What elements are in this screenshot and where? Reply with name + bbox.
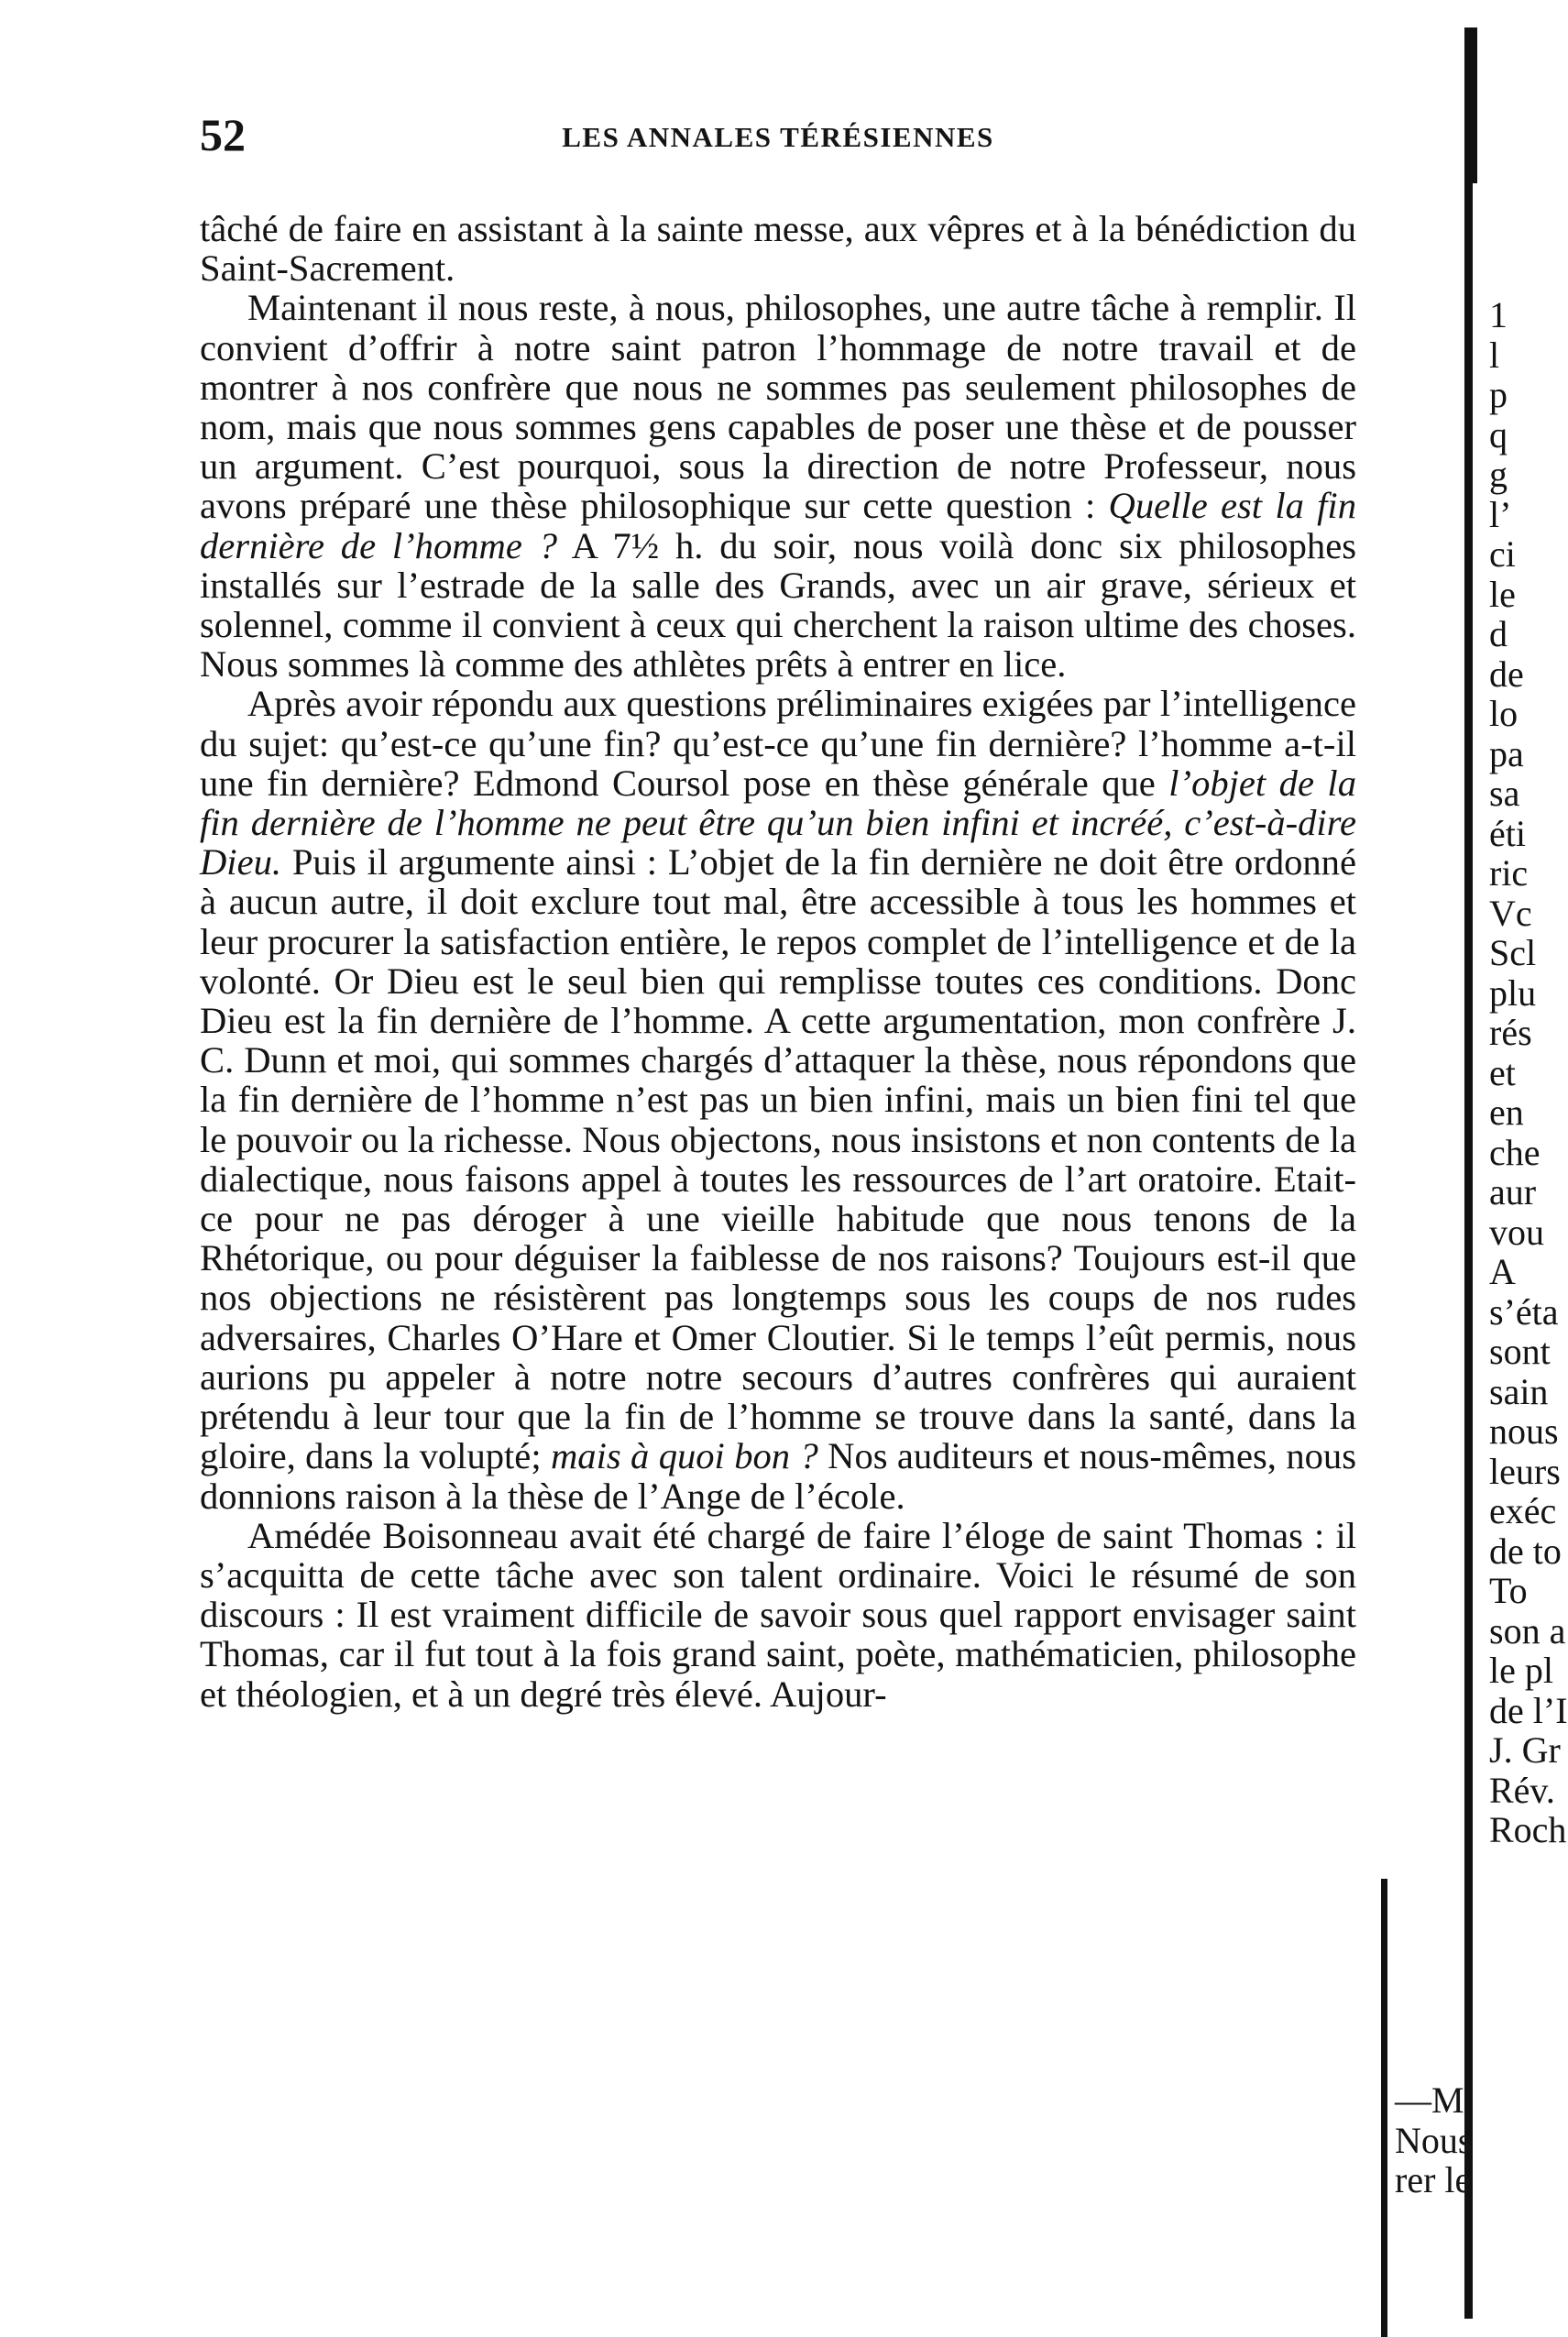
thesis-question: Quelle est la fin dernière de l’homme ?: [200, 485, 1356, 566]
page-number: 52: [200, 109, 246, 160]
facing-page-line: To: [1489, 1570, 1528, 1611]
facing-page-bottom-line: Nous: [1395, 2119, 1473, 2161]
facing-page-line: de: [1489, 653, 1524, 695]
facing-page-line: p: [1489, 374, 1508, 415]
facing-page-line: leurs: [1489, 1450, 1561, 1492]
gutter-rule-bottom: [1381, 1879, 1387, 2337]
facing-page-line: l: [1489, 334, 1500, 376]
facing-page-line: ci: [1489, 533, 1516, 575]
facing-page-line: sa: [1489, 773, 1520, 814]
paragraph-1: tâché de faire en assistant à la sainte messe, aux vêpres et à la bénédiction du Saint-Sacrement.: [200, 208, 1356, 290]
paragraph-4: Amédée Boisonneau avait été chargé de faire l’éloge de saint Thomas : il s’acquitta de cette tâche avec son talent ordinaire. Voici le résumé de son discours : Il est vraiment difficile de savoir sous quel rapport envisager saint Thomas, car il fut tout à la fois grand saint, poète, mathématicien, philosophe et théologien, et à un degré très élevé. Aujour-: [200, 1514, 1356, 1715]
facing-page-line: le pl: [1489, 1650, 1553, 1691]
facing-page-line: aur: [1489, 1171, 1537, 1212]
facing-page-line: lo: [1489, 693, 1519, 734]
facing-page-line: pa: [1489, 732, 1524, 774]
facing-page-line: Roch: [1489, 1809, 1567, 1850]
facing-page-line: g: [1489, 454, 1508, 495]
facing-page-line: Vc: [1489, 892, 1532, 934]
facing-page-line: de to: [1489, 1530, 1562, 1572]
facing-page-cropped-column: [1489, 294, 1568, 1850]
facing-page-line: J. Gr: [1489, 1729, 1561, 1771]
facing-page-line: de l’I: [1489, 1689, 1568, 1731]
paragraph-2-rest: A 7½ h. du soir, nous voilà donc six philosophes installés sur l’estrade de la salle des Grands, avec un air grave, sérieux et solennel, comme il convient à ceux qui cherchent la raison ultime des choses. Nous sommes là comme des athlètes prêts à entrer en lice.: [200, 524, 1356, 686]
facing-page-cropped-bottom: [1395, 2080, 1552, 2200]
paragraph-3-text-c: Nos auditeurs et nous-mêmes, nous donnions raison à la thèse de l’Ange de l’école.: [200, 1435, 1356, 1517]
running-title: LES ANNALES TÉRÉSIENNES: [562, 121, 994, 153]
facing-page-line: en: [1489, 1092, 1524, 1133]
facing-page-line: d: [1489, 613, 1508, 654]
main-text-column: [200, 209, 1356, 1714]
gutter-rule-top: [1464, 27, 1477, 183]
facing-page-line: s’éta: [1489, 1290, 1559, 1333]
paragraph-3-text-a: Après avoir répondu aux questions préliminaires exigées par l’intelligence du sujet: qu’est-ce qu’une fin? qu’est-ce qu’une fin dernière? l’homme a-t-il une fin dernière? Edmond Coursol pose en thèse générale que: [200, 683, 1356, 804]
facing-page-line: 1: [1489, 294, 1508, 335]
facing-page-line: che: [1489, 1131, 1541, 1173]
facing-page-line: Scl: [1489, 932, 1537, 973]
paragraph-3: [200, 684, 1356, 1515]
thesis-statement: l’objet de la fin dernière de l’homme ne peut être qu’un bien infini et incréé, c’est-à-dire Dieu.: [200, 762, 1356, 883]
facing-page-line: exéc: [1489, 1490, 1557, 1531]
facing-page-line: sain: [1489, 1370, 1549, 1412]
rhetorical-question: mais à quoi bon ?: [550, 1435, 818, 1477]
facing-page-line: plu: [1489, 971, 1537, 1014]
facing-page-line: Rév.: [1489, 1769, 1555, 1811]
facing-page-line: son a: [1489, 1609, 1566, 1651]
facing-page-line: A: [1489, 1251, 1516, 1292]
gutter-rule: [1464, 27, 1473, 2319]
facing-page-line: vou: [1489, 1211, 1544, 1253]
paragraph-3-text-b: Puis il argumente ainsi : L’objet de la fin dernière ne doit être ordonné à aucun autre, il doit exclure tout mal, être accessible à tous les hommes et leur procurer la satisfaction entière, le repos complet de l’intelligence et de la volonté. Or Dieu est le seul bien qui remplisse toutes ces conditions. Donc Dieu est la fin dernière de l’homme. A cette argumentation, mon confrère J. C. Dunn et moi, qui sommes chargés d’attaquer la thèse, nous répondons que la fin dernière de l’homme n’est pas un bien infini, mais un bien fini tel que le pouvoir ou la richesse. Nous objectons, nous insistons et non contents de la dialectique, nous faisons appel à toutes les ressources de l’art oratoire. Etait-ce pour ne pas déroger à une vieille habitude que nous tenons de la Rhétorique, ou pour déguiser la faiblesse de nos raisons? Toujours est-il que nos objections ne résistèrent pas longtemps sous les coups de nos rudes adversaires, Charles O’Hare et Omer Cloutier. Si le temps l’eût permis, nous aurions pu appeler à notre notre secours d’autres confrères qui auraient prétendu à leur tour que la fin de l’homme se trouve dans la santé, dans la gloire, dans la volupté;: [200, 841, 1356, 1477]
facing-page-line: sont: [1489, 1331, 1551, 1372]
paragraph-2-text: Maintenant il nous reste, à nous, philosophes, une autre tâche à remplir. Il convient d’offrir à notre saint patron l’hommage de notre travail et de montrer à nos confrère que nous ne sommes pas seulement philosophes de nom, mais que nous sommes gens capables de poser une thèse et de pousser un argument. C’est pourquoi, sous la direction de notre Professeur, nous avons préparé une thèse philosophique sur cette question :: [200, 287, 1356, 527]
facing-page-line: ric: [1489, 852, 1529, 894]
facing-page-bottom-line: rer le: [1395, 2159, 1472, 2200]
facing-page-line: l’: [1489, 493, 1512, 535]
running-header: [200, 108, 1356, 163]
facing-page-line: et: [1489, 1051, 1516, 1093]
facing-page-line: q: [1489, 413, 1508, 455]
facing-page-bottom-line: —M: [1395, 2079, 1464, 2121]
paragraph-2: [200, 288, 1356, 684]
facing-page-line: éti: [1489, 812, 1526, 854]
facing-page-line: rés: [1489, 1012, 1532, 1053]
facing-page-line: nous: [1489, 1410, 1559, 1452]
facing-page-line: le: [1489, 573, 1516, 615]
